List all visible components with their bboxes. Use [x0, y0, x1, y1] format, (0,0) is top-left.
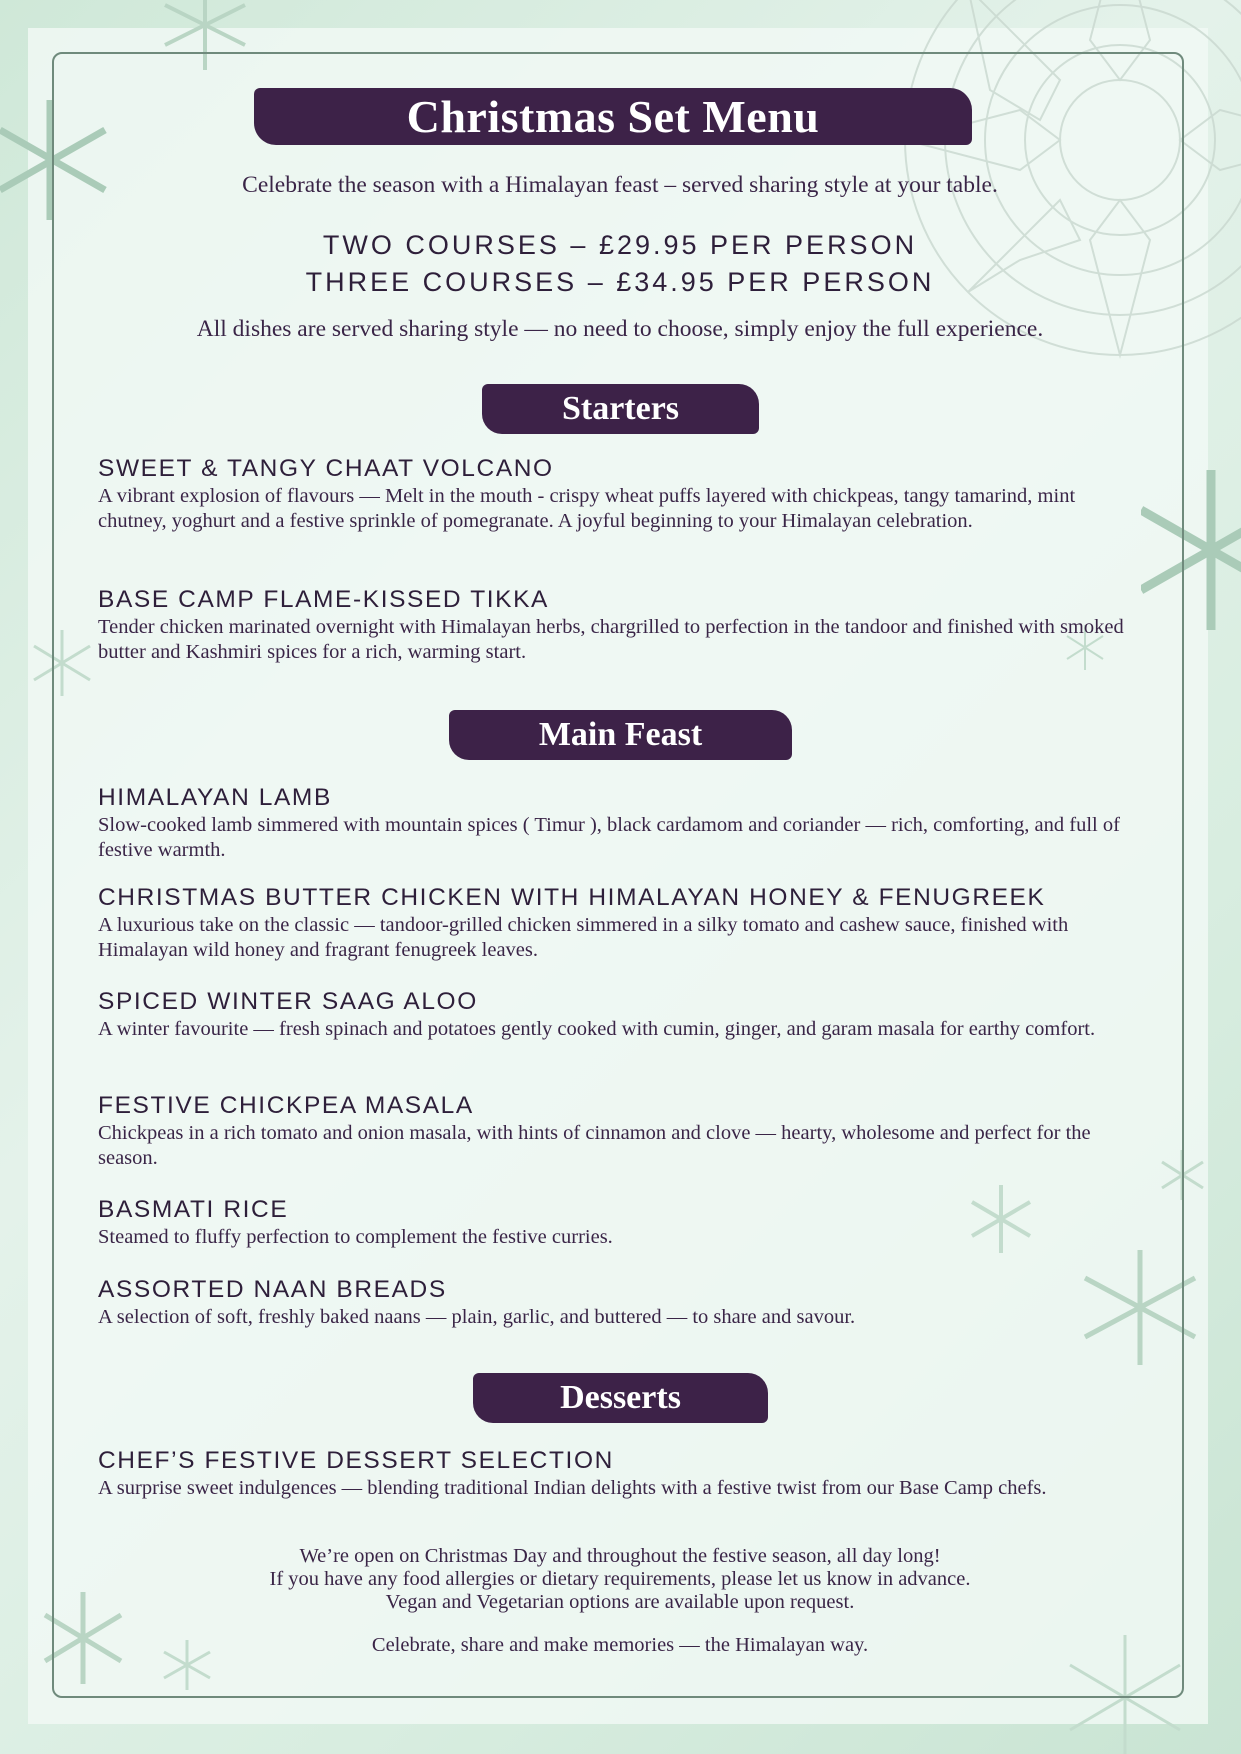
- item-name: BASMATI RICE: [98, 1196, 289, 1223]
- section-title: Main Feast: [538, 716, 703, 753]
- item-description: A selection of soft, freshly baked naans — plain, garlic, and buttered — to share and savour.: [98, 1306, 856, 1328]
- title-banner: [254, 88, 972, 145]
- sharing-note: All dishes are served sharing style — no need to choose, simply enjoy the full experience.: [196, 316, 1044, 342]
- item-description: Steamed to fluffy perfection to complement the festive curries.: [98, 1226, 613, 1248]
- section-title: Starters: [561, 390, 680, 427]
- intro-text: Celebrate the season with a Himalayan feast – served sharing style at your table.: [242, 172, 998, 198]
- item-name: CHEF’S FESTIVE DESSERT SELECTION: [98, 1447, 614, 1474]
- item-name: HIMALAYAN LAMB: [98, 784, 332, 811]
- menu-item: [98, 884, 1138, 962]
- closing-line: Celebrate, share and make memories — the Himalayan way.: [371, 1634, 869, 1656]
- section-banner-starters: [482, 384, 759, 434]
- item-description: Slow-cooked lamb simmered with mountain spices ( Timur ), black cardamom and coriander — rich, comforting, and full of festive warmth.: [98, 814, 1120, 861]
- price-three-courses: THREE COURSES – £34.95 PER PERSON: [305, 267, 935, 297]
- menu-item: [98, 1092, 1138, 1170]
- section-banner-main-feast: [449, 710, 792, 760]
- item-description: Chickpeas in a rich tomato and onion masala, with hints of cinnamon and clove — hearty, wholesome and perfect for the season.: [98, 1122, 1091, 1169]
- item-description: A surprise sweet indulgences — blending traditional Indian delights with a festive twist from our Base Camp chefs.: [98, 1477, 1047, 1499]
- price-two-courses: TWO COURSES – £29.95 PER PERSON: [322, 230, 918, 260]
- item-name: ASSORTED NAAN BREADS: [98, 1276, 447, 1303]
- menu-item: [98, 1447, 1138, 1501]
- section-title: Desserts: [560, 1379, 681, 1416]
- item-description: A luxurious take on the classic — tandoor-grilled chicken simmered in a silky tomato and cashew sauce, finished with Himalayan wild honey and fragrant fenugreek leaves.: [98, 914, 1069, 961]
- menu-item: [98, 988, 1138, 1042]
- footer-line: We’re open on Christmas Day and throughout the festive season, all day long!: [299, 1545, 941, 1567]
- item-name: CHRISTMAS BUTTER CHICKEN WITH HIMALAYAN HONEY & FENUGREEK: [98, 884, 1046, 911]
- footer-line: Vegan and Vegetarian options are available upon request.: [385, 1591, 855, 1613]
- item-name: BASE CAMP FLAME-KISSED TIKKA: [98, 586, 549, 613]
- menu-item: [98, 1196, 1138, 1250]
- item-name: SPICED WINTER SAAG ALOO: [98, 988, 478, 1015]
- item-description: Tender chicken marinated overnight with Himalayan herbs, chargrilled to perfection in the tandoor and finished with smoked butter and Kashmiri spices for a rich, warming start.: [98, 616, 1124, 663]
- footer-info: [60, 1545, 1180, 1614]
- item-description: A vibrant explosion of flavours — Melt in the mouth - crispy wheat puffs layered with chickpeas, tangy tamarind, mint chutney, yoghurt and a festive sprinkle of pomegranate. A joyful beginning to your Himalayan celebration.: [98, 485, 1076, 532]
- item-description: A winter favourite — fresh spinach and potatoes gently cooked with cumin, ginger, and garam masala for earthy comfort.: [98, 1018, 1096, 1040]
- item-name: SWEET & TANGY CHAAT VOLCANO: [98, 455, 554, 482]
- menu-item: [98, 1276, 1138, 1330]
- page-title: Christmas Set Menu: [406, 91, 820, 142]
- item-name: FESTIVE CHICKPEA MASALA: [98, 1092, 474, 1119]
- section-banner-desserts: [473, 1373, 768, 1423]
- footer-line: If you have any food allergies or dietary requirements, please let us know in advance.: [269, 1568, 971, 1590]
- menu-item: [98, 784, 1138, 862]
- menu-item: [98, 586, 1138, 664]
- menu-item: [98, 455, 1138, 533]
